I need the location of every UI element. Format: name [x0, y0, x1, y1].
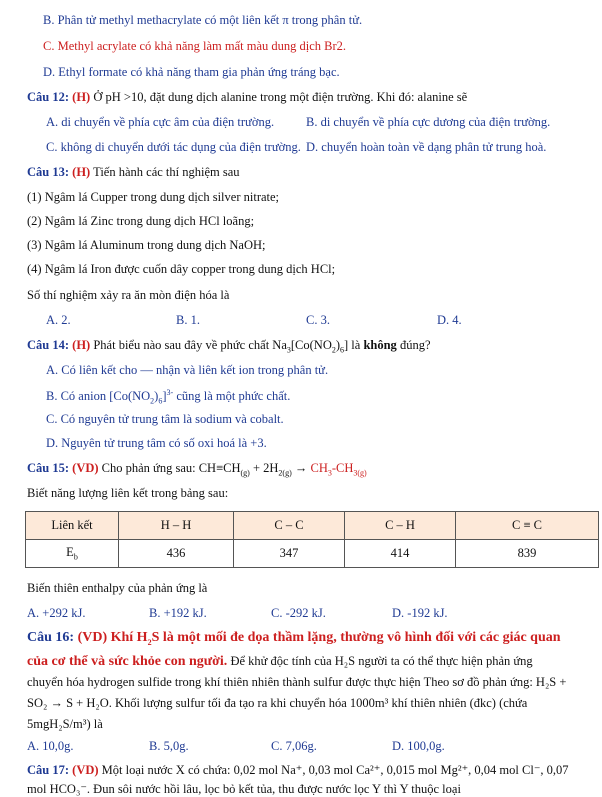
bond-table-row-label [26, 540, 119, 568]
q15-eq-arrow: → [294, 461, 308, 475]
q14-stem-not: không [363, 338, 397, 352]
q14-option-b-sub6: 6 [158, 396, 163, 406]
q16-number: Câu 16: [27, 630, 75, 645]
q11-option-d: D. Ethyl formate có khả năng tham gia phản ứng tráng bạc. [43, 65, 340, 79]
q12-number: Câu 12: [27, 90, 70, 104]
q17-level: (VD) [72, 763, 99, 777]
bond-table-cell: 839 [456, 540, 599, 568]
q13-option-a: A. 2. [46, 313, 71, 327]
q13-stem: Tiến hành các thí nghiệm sau [93, 165, 240, 179]
q13-level: (H) [72, 165, 91, 179]
q16-option-c: C. 7,06g. [271, 739, 317, 753]
q12-level: (H) [72, 90, 91, 104]
q13-experiment-3: (3) Ngâm lá Aluminum trong dung dịch NaOH; [27, 238, 266, 252]
q16-body-3: chuyển hóa hydrogen sulfide trong khí thiên nhiên thành sulfur được thực hiện Theo sơ đồ phản ứng: H₂S + [27, 675, 567, 689]
q16-line-2 [27, 654, 533, 670]
bond-energy-symbol: E [66, 545, 74, 560]
q13-option-d: D. 4. [437, 313, 462, 327]
q15-eq-plus-h2: + 2H [252, 461, 279, 475]
q15-eq-ch: CH [310, 461, 328, 475]
q16-body-5: 5mgH₂S/m³) là [27, 717, 103, 731]
q17-text-2: mol HCO₃⁻. Đun sôi nước hồi lâu, lọc bỏ kết tủa, thu được nước lọc Y thì Y thuộc loại [27, 782, 461, 796]
q15-stem-line [27, 461, 367, 478]
q14-option-d: D. Nguyên tử trung tâm có số oxi hoá là +3. [46, 436, 267, 450]
q16-headline-b: S là một mối đe dọa thầm lặng, thường vô hình đối với các giác quan [151, 630, 561, 645]
bond-table-data-row [26, 540, 599, 568]
bond-energy-subscript: b [73, 552, 78, 562]
q14-sub-3: 3 [286, 345, 291, 355]
q15-option-c: C. -292 kJ. [271, 606, 326, 620]
q16-option-d: D. 100,0g. [392, 739, 445, 753]
q12-option-a: A. di chuyển về phía cực âm của điện trường. [46, 115, 275, 129]
q13-number: Câu 13: [27, 165, 70, 179]
q17-number: Câu 17: [27, 763, 70, 777]
q16-level: (VD) [77, 630, 108, 645]
q12-option-d: D. chuyển hoàn toàn về dạng phân tử trung hoà. [306, 140, 547, 154]
bond-energy-table [25, 511, 599, 568]
q13-option-c: C. 3. [306, 313, 330, 327]
q14-option-b-sub2: 2 [150, 396, 155, 406]
bond-table-cell: 414 [345, 540, 456, 568]
q12-option-c: C. không di chuyển dưới tác dụng của điện trường. [46, 140, 301, 154]
q11-option-b: B. Phân tử methyl methacrylate có một liên kết π trong phân tử. [43, 13, 363, 27]
q16-body-4: SO₂ → S + H₂O. Khối lượng sulfur tối đa tạo ra khi chuyển hóa 1000m³ khí thiên nhiên (đkc) (chứa [27, 696, 528, 710]
q15-eq-state3: 3(g) [353, 468, 367, 478]
q12-option-b: B. di chuyển về phía cực dương của điện trường. [306, 115, 551, 129]
q14-level: (H) [72, 338, 91, 352]
q15-option-b: B. +192 kJ. [149, 606, 207, 620]
q15-option-a: A. +292 kJ. [27, 606, 86, 620]
q12-stem-line [27, 90, 467, 105]
q14-sub-6: 6 [340, 345, 345, 355]
q14-option-a: A. Có liên kết cho — nhận và liên kết ion trong phân tử. [46, 363, 329, 377]
bond-table-header: H – H [119, 512, 234, 540]
bond-table-header: C – C [234, 512, 345, 540]
q15-stem: Cho phản ứng sau: [101, 461, 196, 475]
q14-option-b-pre: B. Có anion [Co(NO [46, 389, 151, 404]
q17-text-1: Một loại nước X có chứa: 0,02 mol Na⁺, 0,03 mol Ca²⁺, 0,015 mol Mg²⁺, 0,04 mol Cl⁻, 0,07 [101, 763, 569, 777]
q15-eq-ch2: -CH [331, 461, 354, 475]
bond-table-header: Liên kết [26, 512, 119, 540]
q14-option-c: C. Có nguyên tử trung tâm là sodium và cobalt. [46, 412, 284, 426]
bond-table-header: C ≡ C [456, 512, 599, 540]
q14-number: Câu 14: [27, 338, 70, 352]
q14-stem-line [27, 338, 431, 355]
q13-question: Số thí nghiệm xảy ra ăn mòn điện hóa là [27, 288, 230, 302]
q15-level: (VD) [72, 461, 99, 475]
q13-experiment-4: (4) Ngâm lá Iron được cuốn dây copper trong dung dịch HCl; [27, 262, 336, 276]
q16-headline-a: Khí H [110, 630, 148, 645]
q14-sub-2: 2 [331, 345, 336, 355]
q14-option-b: B. Có anion $[Co(NO_2)_6]^{3-}$ cũng là một phức chất. [46, 388, 291, 406]
q11-option-c: C. Methyl acrylate có khả năng làm mất màu dung dịch Br2. [43, 39, 347, 53]
q15-eq-state1: (g) [240, 468, 250, 478]
bond-table-cell: 436 [119, 540, 234, 568]
q16-headline-2: của cơ thể và sức khỏe con người. [27, 654, 228, 669]
q16-option-a: A. 10,0g. [27, 739, 74, 753]
q15-eq-state2: 2(g) [278, 468, 292, 478]
bond-table-cell: 347 [234, 540, 345, 568]
q15-bond-intro: Biết năng lượng liên kết trong bảng sau: [27, 486, 229, 500]
q13-stem-line [27, 165, 240, 180]
q16-option-b: B. 5,0g. [149, 739, 189, 753]
q14-stem-post: ) [335, 338, 341, 352]
q13-experiment-1: (1) Ngâm lá Cupper trong dung dịch silver nitrate; [27, 190, 280, 204]
q12-stem: Ở pH >10, đặt dung dịch alanine trong một điện trường. Khi đó: alanine sẽ [93, 90, 468, 104]
q16-body-2: Để khử độc tính của H₂S người ta có thể thực hiện phản ứng [230, 654, 533, 668]
q16-head-line-1 [27, 630, 561, 647]
q15-option-d: D. -192 kJ. [392, 606, 448, 620]
q14-option-b-charge: 3- [166, 388, 174, 397]
q14-stem-pre: Phát biểu nào sau đây về phức chất Na [93, 338, 287, 352]
q14-option-b-post: cũng là một phức chất. [176, 389, 291, 404]
q15-eq-product [310, 461, 367, 478]
q15-eq-sub3: 3 [327, 468, 332, 478]
q14-stem-end: đúng? [399, 338, 431, 352]
q13-experiment-2: (2) Ngâm lá Zinc trong dung dịch HCl loãng; [27, 214, 255, 228]
q14-stem-mid: [Co(NO [290, 338, 332, 352]
q17-line-1 [27, 762, 569, 778]
q16-headline-sub2: 2 [147, 637, 152, 647]
q15-eq-reactant1: CH≡CH [198, 461, 241, 475]
bond-table-header-row [26, 512, 599, 540]
q15-number: Câu 15: [27, 461, 70, 475]
q15-question: Biến thiên enthalpy của phản ứng là [27, 581, 208, 595]
bond-table-header: C – H [345, 512, 456, 540]
q14-stem-is: ] là [344, 338, 361, 352]
q13-option-b: B. 1. [176, 313, 200, 327]
